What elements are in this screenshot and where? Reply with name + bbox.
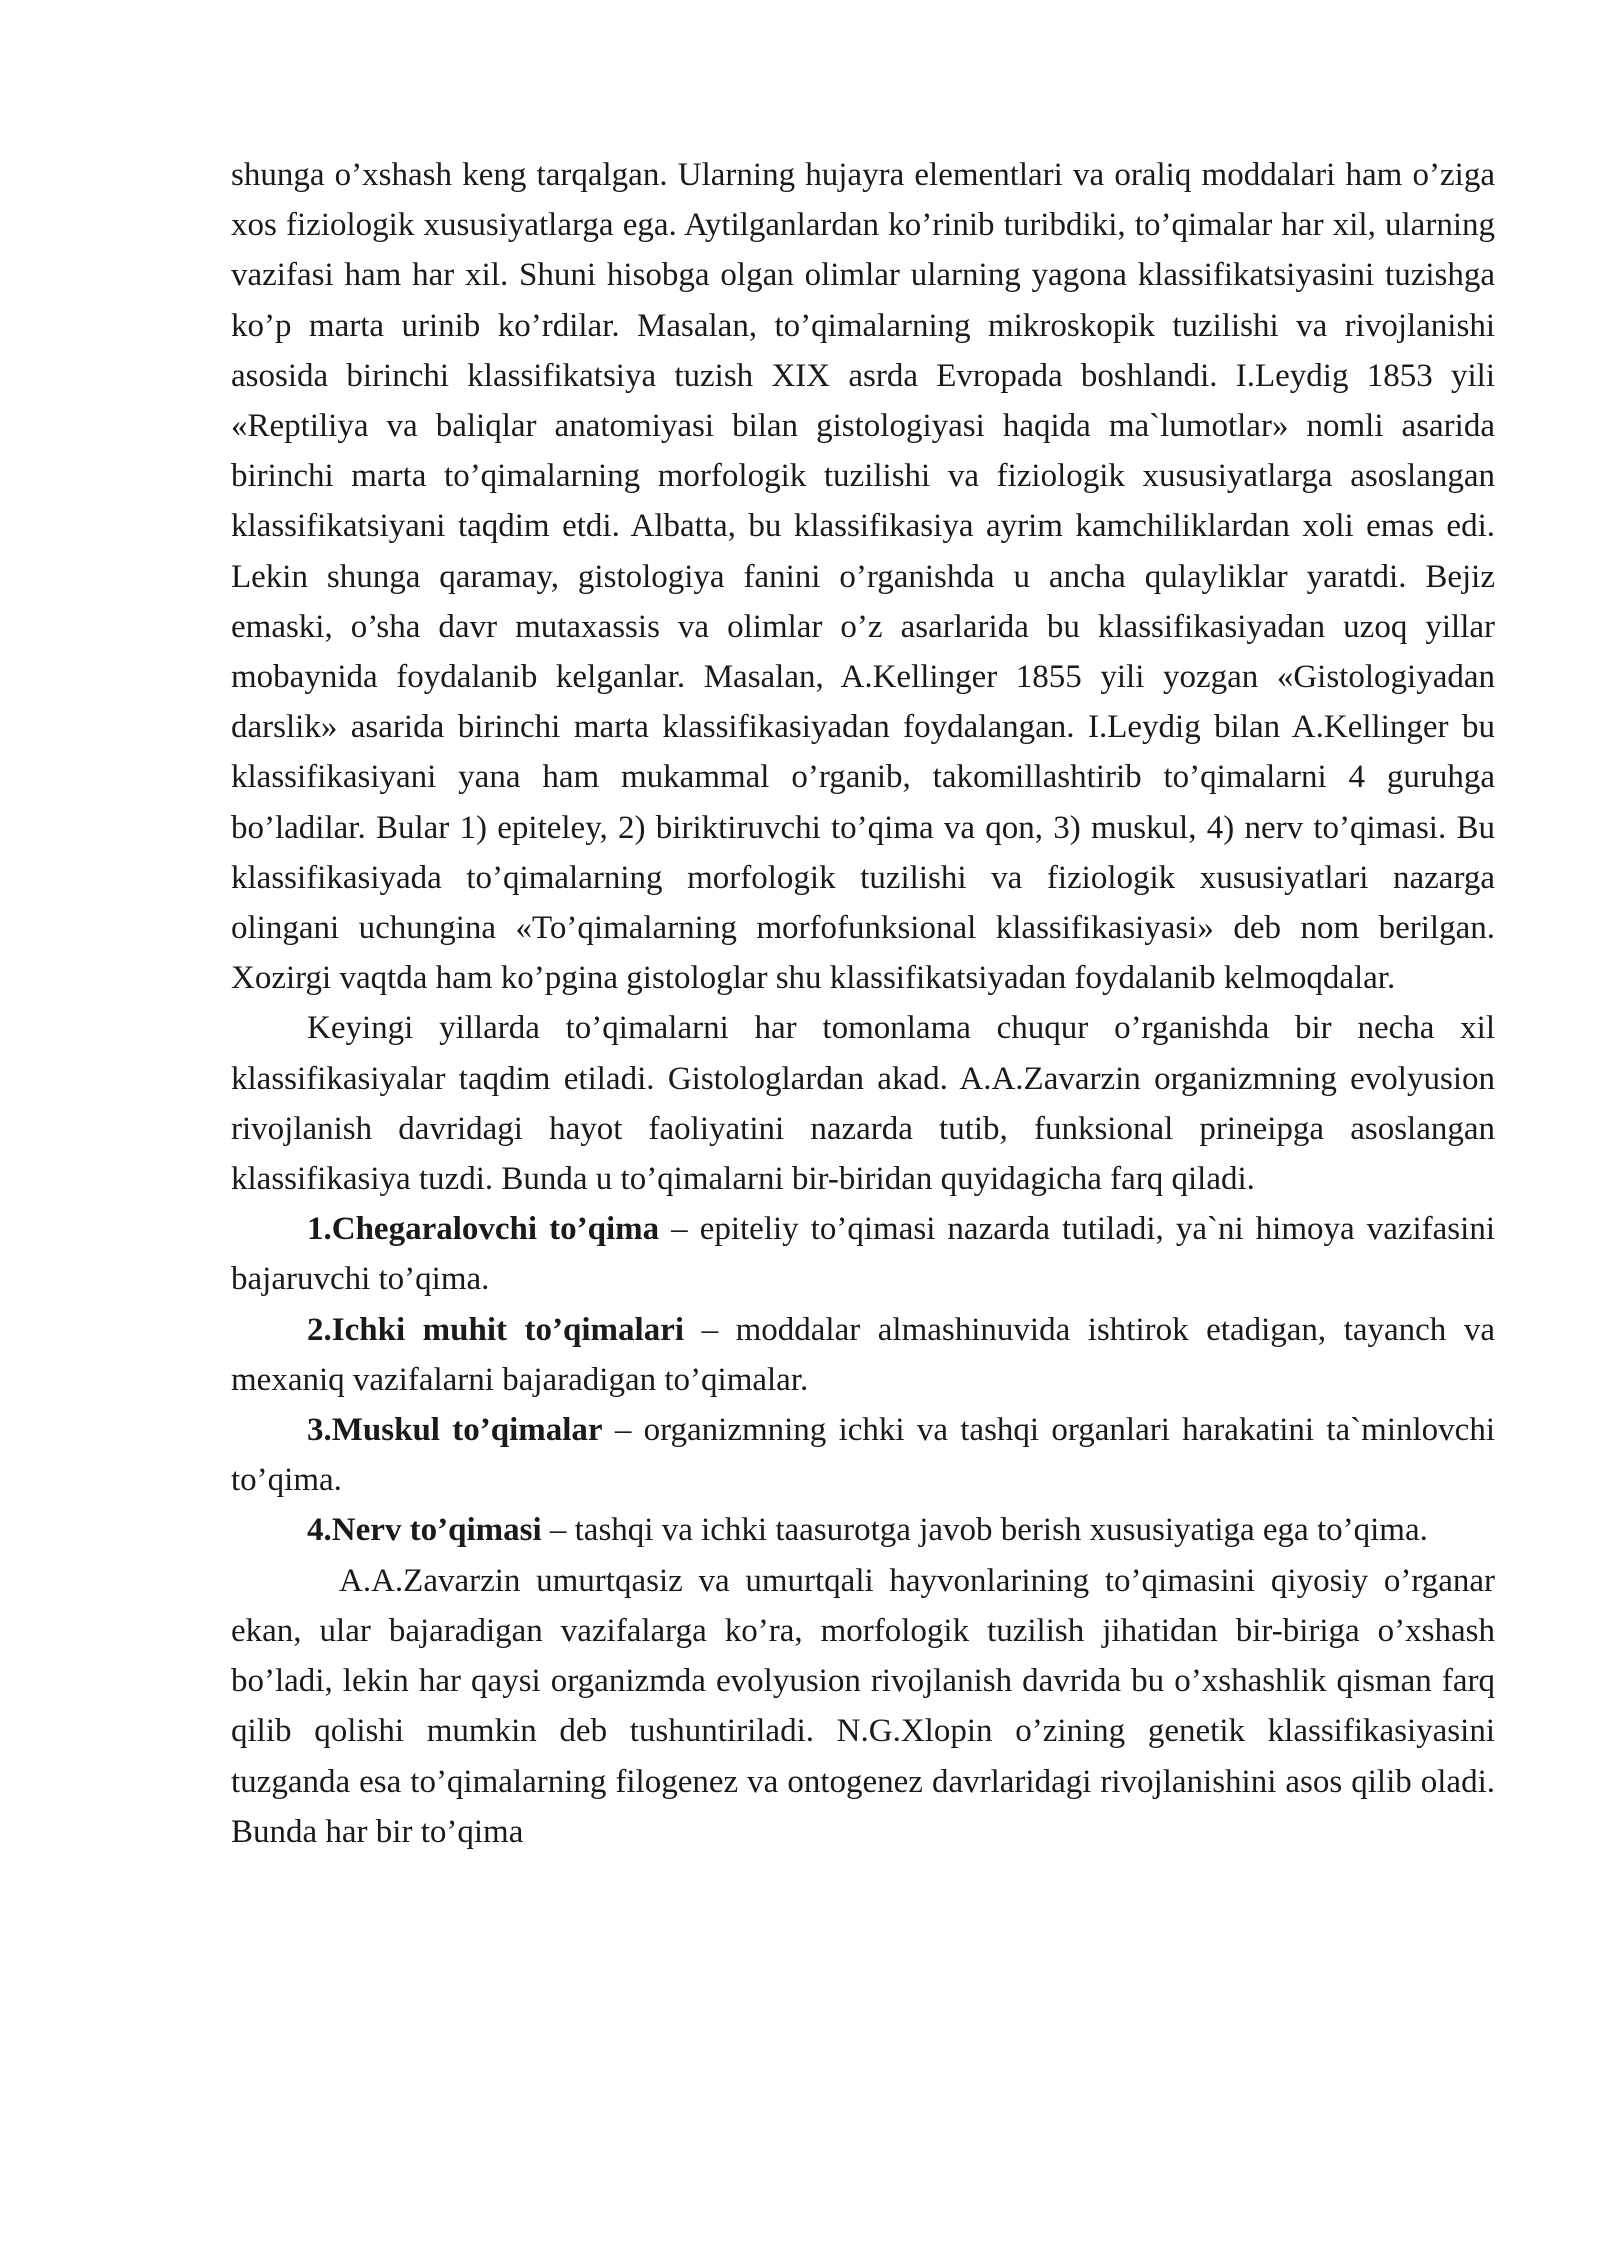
classification-item-3	[231, 1405, 1495, 1505]
classification-term: 4.Nerv to’qimasi	[307, 1512, 542, 1549]
classification-item-4	[231, 1505, 1495, 1555]
classification-description: – organizmning ichki va tashqi organlari harakatini ta`minlovchi to’qima.	[231, 1412, 1495, 1499]
classification-item-2	[231, 1305, 1495, 1405]
classification-term: 3.Muskul to’qimalar	[307, 1412, 603, 1449]
classification-description: – moddalar almashinuvida ishtirok etadigan, tayanch va mexaniq vazifalarni bajaradigan to’qimalar.	[231, 1311, 1495, 1398]
classification-description: – epiteliy to’qimasi nazarda tutiladi, ya`ni himoya vazifasini bajaruvchi to’qima.	[231, 1211, 1495, 1298]
body-paragraph-2: Keyingi yillarda to’qimalarni har tomonlama chuqur o’rganishda bir necha xil klassifikasiyalar taqdim etiladi. Gistologlardan akad. A.A.Zavarzin organizmning evolyusion rivojlanish davridagi hayot faoliyatini nazarda tutib, funksional prineipga asoslangan klassifikasiya tuzdi. Bunda u to’qimalarni bir-biridan quyidagicha farq qiladi.	[231, 1010, 1495, 1198]
classification-term: 2.Ichki muhit to’qimalari	[307, 1311, 685, 1348]
classification-term: 1.Chegaralovchi to’qima	[307, 1211, 660, 1248]
classification-item-1	[231, 1204, 1495, 1304]
body-paragraph-3: A.A.Zavarzin umurtqasiz va umurtqali hayvonlarining to’qimasini qiyosiy o’rganar ekan, ular bajaradigan vazifalarga ko’ra, morfologik tuzilish jihatidan bir-biriga o’xshash bo’ladi, lekin har qaysi organizmda evolyusion rivojlanish davrida bu o’xshashlik qisman farq qilib qolishi mumkin deb tushuntiriladi. N.G.Xlopin o’zining genetik klassifikasiyasini tuzganda esa to’qimalarning filogenez va ontogenez davrlaridagi rivojlanishini asos qilib oladi. Bunda har bir to’qima	[231, 1562, 1495, 1850]
document-page	[231, 150, 1495, 1857]
body-paragraph-1: shunga o’xshash keng tarqalgan. Ularning hujayra elementlari va oraliq moddalari ham o’ziga xos fiziologik xususiyatlarga ega. Aytilganlardan ko’rinib turibdiki, to’qimalar har xil, ularning vazifasi ham har xil. Shuni hisobga olgan olimlar ularning yagona klassifikatsiyasini tuzishga ko’p marta urinib ko’rdilar. Masalan, to’qimalarning mikroskopik tuzilishi va rivojlanishi asosida birinchi klassifikatsiya tuzish XIX asrda Evropada boshlandi. I.Leydig 1853 yili «Reptiliya va baliqlar anatomiyasi bilan gistologiyasi haqida ma`lumotlar» nomli asarida birinchi marta to’qimalarning morfologik tuzilishi va fiziologik xususiyatlarga asoslangan klassifikatsiyani taqdim etdi. Albatta, bu klassifikasiya ayrim kamchiliklardan xoli emas edi. Lekin shunga qaramay, gistologiya fanini o’rganishda u ancha qulayliklar yaratdi. Bejiz emaski, o’sha davr mutaxassis va olimlar o’z asarlarida bu klassifikasiyadan uzoq yillar mobaynida foydalanib kelganlar. Masalan, A.Kellinger 1855 yili yozgan «Gistologiyadan darslik» asarida birinchi marta klassifikasiyadan foydalangan. I.Leydig bilan A.Kellinger bu klassifikasiyani yana ham mukammal o’rganib, takomillashtirib to’qimalarni 4 guruhga bo’ladilar. Bular 1) epiteley, 2) biriktiruvchi to’qima va qon, 3) muskul, 4) nerv to’qimasi. Bu klassifikasiyada to’qimalarning morfologik tuzilishi va fiziologik xususiyatlari nazarga olingani uchungina «To’qimalarning morfofunksional klassifikasiyasi» deb nom berilgan. Xozirgi vaqtda ham ko’pgina gistologlar shu klassifikatsiyadan foydalanib kelmoqdalar.	[231, 157, 1495, 997]
classification-description: – tashqi va ichki taasurotga javob berish xususiyatiga ega to’qima.	[541, 1512, 1428, 1549]
